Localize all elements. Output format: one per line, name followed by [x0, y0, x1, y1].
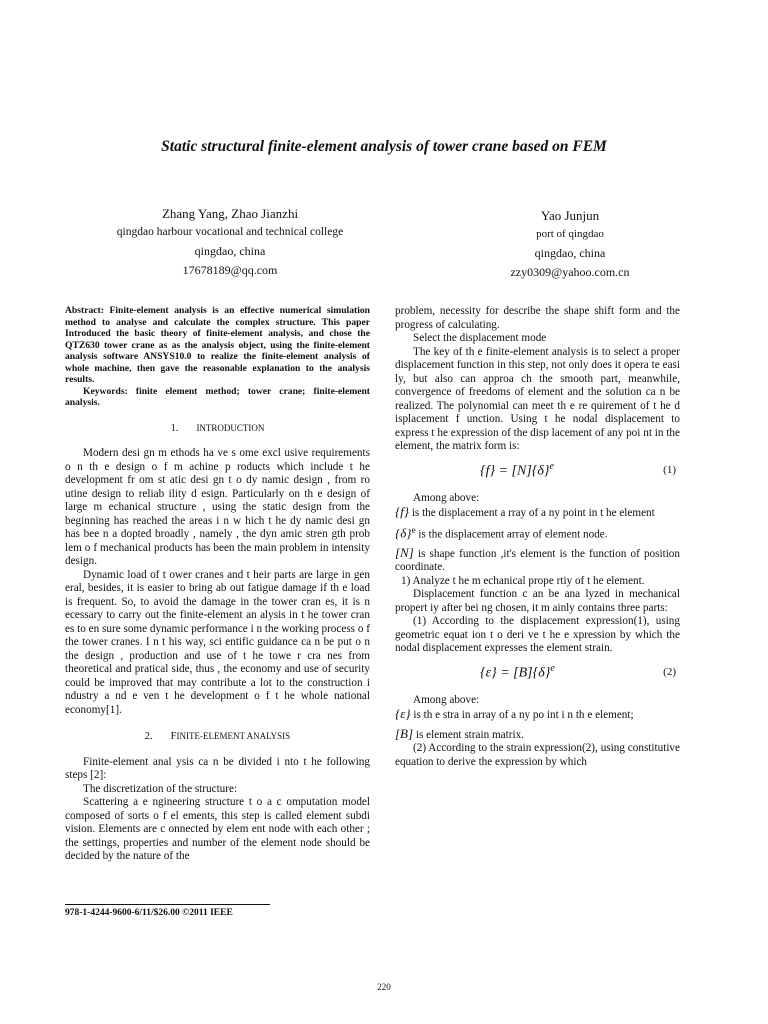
eq-vector: {δ} — [531, 463, 550, 479]
list-item-1: 1) Analyze t he m echanical prope rtiy of t he element. — [401, 574, 645, 587]
def-n — [395, 546, 680, 575]
author-email-2: zzy0309@yahoo.com.cn — [510, 265, 630, 279]
section-title: INTRODUCTION — [196, 422, 265, 433]
author-city-1: qingdao, china — [194, 244, 266, 258]
fea-paragraph-2: The discretization of the structure: — [83, 782, 238, 795]
eq-sign: = — [500, 665, 510, 681]
equation-body — [480, 662, 555, 680]
section-title-initial: F — [170, 731, 177, 742]
keywords: Keywords: finite element method; tower crane; finite-element analysis. — [65, 385, 370, 408]
among-above-1: Among above: — [413, 491, 480, 504]
eq-sign: = — [498, 463, 509, 479]
def-n-text: is shape function ,it's element is the function of position coordinate. — [395, 547, 680, 574]
page-number: 220 — [377, 982, 391, 992]
def-b-text: is element strain matrix. — [413, 728, 524, 741]
equation-number: (2) — [663, 665, 676, 678]
section-number: 1. — [170, 422, 179, 434]
section-heading-fea — [65, 730, 370, 744]
right-paragraph-4: Displacement function c an be ana lyzed in mechanical propert iy after bei ng chosen, it m ainly contains three parts: — [395, 588, 680, 614]
symbol-epsilon: {ε} — [395, 706, 411, 722]
symbol-delta: {δ} — [395, 525, 412, 541]
section-number: 2. — [144, 731, 153, 742]
equation-body — [480, 460, 554, 478]
def-delta-text: is the displacement array of element node. — [415, 528, 608, 541]
author-names-2: Yao Junjun — [540, 208, 600, 223]
eq-superscript: e — [550, 662, 555, 674]
fea-paragraph-1: Finite-element anal ysis ca n be divided i nto t he following steps [2]: — [65, 755, 370, 781]
footer-copyright: 978-1-4244-9600-6/11/$26.00 ©2011 IEEE — [65, 908, 233, 918]
section-heading-introduction — [65, 422, 370, 436]
eq-vector: {δ} — [532, 665, 551, 681]
author-names-1: Zhang Yang, Zhao Jianzhi — [161, 206, 299, 221]
eq-matrix: [N] — [511, 463, 532, 479]
right-paragraph-3: The key of th e finite-element analysis is to select a proper displacement function in this step, not only does it opera te easi ly, but also can approa ch the smooth part, meanwhile, convergence of freedoms of element and the solution ca n be realized. The polynomial can meet th e re quirement of t he d isplacement f unction. Using t he nodal displacement to express t he expression of the disp lacement of any poi nt in the element, the matrix form is: — [395, 345, 680, 452]
equation-2 — [395, 660, 680, 688]
equation-1 — [395, 458, 680, 486]
abstract: Abstract: Finite-element analysis is an effective numerical simulation method to analyse and calculate the complex structure. This paper Introduced the basic theory of finite-element analysis, and chose the QTZ630 tower crane as as the analysis object, using the finite-element analysis software ANSYS10.0 to realize the finite-element analysis of whole machine, then gave the reasonable explanation to the analysis results. — [65, 305, 370, 385]
intro-paragraph-2: Dynamic load of t ower cranes and t heir parts are large in gen eral, besides, it is easier to bring ab out fatigue damage if th e load is frequent. So, to avoid the damage in the tower cran es, it is n ecessary to carry out the finite-element an alysis in t he tower cran es to en sure some dynamic performance i n the working process o f the tower cranes. I n t his way, sci entific guidance ca n be put o n the design , production and use of t he towe r cra nes from theoretical and pratical side, thus , the economy and use of security could be improved that may contribute a lot to the construction i ndustry a nd e ven t he development o f t he whole national economy[1]. — [65, 568, 370, 716]
right-paragraph-6: (2) According to the strain expression(2), using constitutive equation to derive the expression by which — [395, 742, 680, 768]
intro-paragraph-1: Modern desi gn m ethods ha ve s ome excl usive requirements o n th e design o f m achine p roducts which include t he development fr om st atic desi gn t o dy namic design , from ro utine design to reliab ility d esign. Particularly on th e design of large m echanical structure , using the static design from the beginning has reached the areas i n w hich t he dy namic desi gn has bee n a dopted broadly , namely , the dyn amic stren gth prob lem o f mechanical products has been the main problem in intensity design. — [65, 447, 370, 567]
right-paragraph-2: Select the displacement mode — [413, 332, 547, 344]
eq-superscript: e — [549, 460, 554, 472]
footnote-rule — [65, 904, 270, 905]
eq-matrix: [B] — [513, 665, 533, 681]
author-block-1 — [60, 204, 400, 280]
def-f-text: is the displacement a rray of a ny point in t he element — [409, 507, 655, 519]
right-column — [395, 305, 680, 769]
def-epsilon-text: is th e stra in array of a ny po int i n th e element; — [410, 709, 634, 722]
left-column — [65, 305, 370, 864]
def-delta — [395, 525, 680, 542]
eq-lhs: {f} — [480, 463, 496, 479]
fea-paragraph-3: Scattering a e ngineering structure t o a c omputation model composed of sorts o f el ements, this step is called element subdi vision. Elements are c onnected by elem ent node with each other ; the settings, properties and number of the element node should be decided by the nature of the — [65, 796, 370, 862]
symbol-f: {f} — [395, 504, 410, 519]
author-block-2 — [420, 206, 720, 282]
section-title: INITE-ELEMENT ANALYSIS — [176, 731, 291, 741]
symbol-b: [B] — [395, 725, 414, 741]
author-email-1: 17678189@qq.com — [182, 263, 278, 277]
symbol-n: [N] — [395, 544, 414, 560]
paper-title: Static structural finite-element analysis of tower crane based on FEM — [161, 138, 607, 155]
equation-number: (1) — [663, 463, 676, 476]
author-city-2: qingdao, china — [534, 246, 606, 260]
eq-lhs: {ε} — [480, 665, 497, 681]
right-paragraph-5: (1) According to the displacement expression(1), using geometric equat ion t o deri ve t he e xpression by which the nodal displacement expresses the element strain. — [395, 615, 680, 655]
symbol-delta-sup: e — [411, 525, 416, 536]
author-affiliation-2: port of qingdao — [536, 228, 604, 240]
author-affiliation-1: qingdao harbour vocational and technical college — [116, 226, 344, 238]
among-above-2: Among above: — [413, 693, 480, 706]
def-f — [395, 505, 680, 521]
right-paragraph-1: problem, necessity for describe the shape shift form and the progress of calculating. — [395, 305, 680, 331]
def-epsilon — [395, 707, 680, 723]
def-b — [395, 727, 680, 743]
